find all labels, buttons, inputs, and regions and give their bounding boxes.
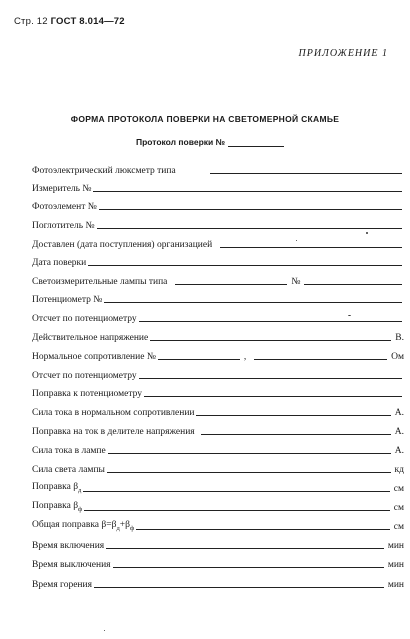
field-reading-1: Отсчет по потенциометру <box>32 310 404 324</box>
field-reading-1-blank[interactable] <box>139 321 402 322</box>
field-date: Дата поверки <box>32 254 404 268</box>
field-luxmeter: Фотоэлектрический люксметр типа <box>32 162 404 176</box>
field-potentiometer-blank[interactable] <box>104 302 402 303</box>
field-date-blank[interactable] <box>88 265 402 266</box>
field-time-burn: Время горения мин <box>32 580 404 590</box>
field-current-divider-blank[interactable] <box>201 434 391 435</box>
field-time-on: Время включения мин <box>32 541 404 551</box>
field-current-normal: Сила тока в нормальном сопротивлении А. <box>32 408 404 418</box>
field-meter: Измеритель № <box>32 180 404 194</box>
protocol-label: Протокол поверки № <box>136 137 226 147</box>
field-current-normal-blank[interactable] <box>196 415 390 416</box>
page-header <box>14 16 125 27</box>
ink-speck <box>366 232 368 234</box>
field-time-on-blank[interactable] <box>106 548 384 549</box>
field-lamps-number-blank[interactable] <box>304 284 402 285</box>
page-number: Стр. 12 <box>14 16 48 27</box>
field-current-lamp: Сила тока в лампе А. <box>32 446 404 456</box>
field-reading-2: Отсчет по потенциометру <box>32 367 404 381</box>
field-time-off-blank[interactable] <box>113 567 384 568</box>
protocol-number-line <box>136 137 284 147</box>
field-total-correction: Общая поправка $\beta=\beta_д+\beta_ф$ см <box>32 520 404 532</box>
field-voltage: Действительное напряжение В. <box>32 333 404 343</box>
ink-speck <box>348 315 351 316</box>
protocol-number-blank[interactable] <box>228 138 284 147</box>
field-total-correction-blank[interactable] <box>136 529 390 530</box>
field-absorber: Поглотитель № <box>32 217 404 231</box>
field-delivered-blank[interactable] <box>220 247 402 248</box>
field-correction-potentiometer: Поправка к потенциометру <box>32 385 404 399</box>
field-potentiometer: Потенциометр № <box>32 291 404 305</box>
field-current-lamp-blank[interactable] <box>108 453 391 454</box>
ink-speck <box>296 240 297 241</box>
field-meter-blank[interactable] <box>93 191 402 192</box>
field-photocell-blank[interactable] <box>99 209 402 210</box>
field-reading-2-blank[interactable] <box>139 378 402 379</box>
field-voltage-blank[interactable] <box>150 340 391 341</box>
field-normal-resistance-number-blank[interactable] <box>158 359 240 360</box>
field-luminous-intensity: Сила света лампы кд <box>32 465 404 475</box>
field-lamps: Светоизмерительные лампы типа № <box>32 273 404 287</box>
field-correction-f: Поправка $\beta_ф$ см <box>32 501 404 513</box>
field-normal-resistance-value-blank[interactable] <box>254 359 387 360</box>
field-lamps-type-blank[interactable] <box>175 284 287 285</box>
field-correction-f-blank[interactable] <box>84 510 390 511</box>
field-luxmeter-blank[interactable] <box>210 173 402 174</box>
field-correction-potentiometer-blank[interactable] <box>144 396 402 397</box>
field-luminous-intensity-blank[interactable] <box>107 472 391 473</box>
field-correction-d-blank[interactable] <box>83 491 389 492</box>
field-absorber-blank[interactable] <box>97 228 402 229</box>
field-time-burn-blank[interactable] <box>94 587 384 588</box>
field-current-divider: Поправка на ток в делителе напряжения А. <box>32 427 404 437</box>
field-time-off: Время выключения мин <box>32 560 404 570</box>
field-delivered: Доставлен (дата поступления) организацией <box>32 236 404 250</box>
ink-speck <box>104 630 105 631</box>
field-normal-resistance: Нормальное сопротивление № , Ом <box>32 352 404 362</box>
field-correction-d: Поправка $\beta_д$ см <box>32 482 404 494</box>
standard-code: ГОСТ 8.014—72 <box>50 16 125 27</box>
form-title: ФОРМА ПРОТОКОЛА ПОВЕРКИ НА СВЕТОМЕРНОЙ СКАМЬЕ <box>70 114 340 124</box>
field-photocell: Фотоэлемент № <box>32 198 404 212</box>
appendix-label: ПРИЛОЖЕНИЕ 1 <box>298 48 388 59</box>
